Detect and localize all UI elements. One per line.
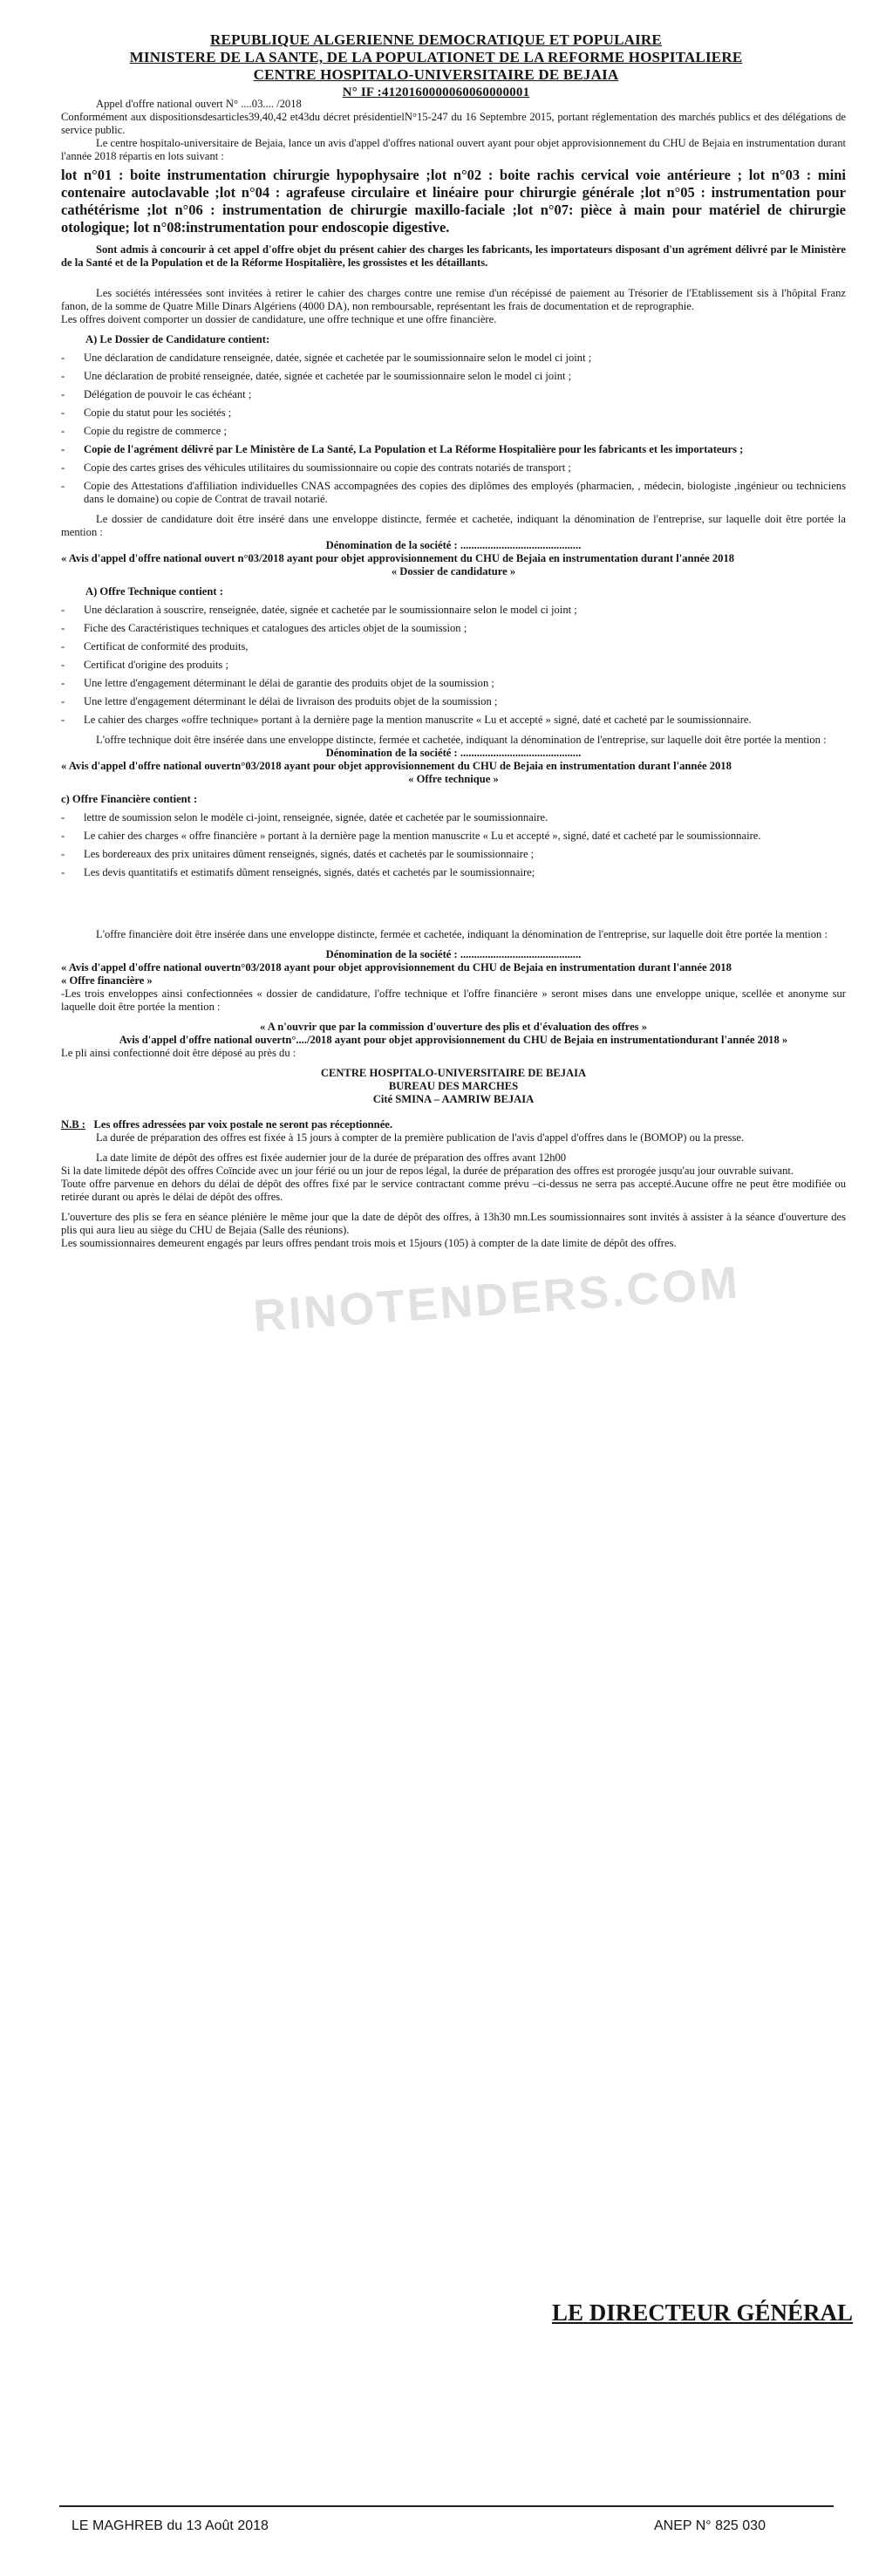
deposit-address [61, 1067, 846, 1106]
tender-object: Le centre hospitalo-universitaire de Bejaia, lance un avis d'appel d'offres national ouvert ayant pour objet approvisionnement du CHU de Bejaia en instrumentation durant l'année 2018 répartis en lots suivant : [61, 137, 846, 162]
list-item: - Les bordereaux des prix unitaires dûment renseignés, signés, datés et cachetés par le soumissionnaire ; [61, 848, 846, 861]
list-item: - Les devis quantitatifs et estimatifs dûment renseignés, signés, datés et cachetés par le soumissionnaire; [61, 866, 846, 879]
nb-late-offers: Toute offre parvenue en dehors du délai de dépôt des offres fixé par le service contractant comme prévu –ci-dessus ne serra pas accepté.Aucune offre ne peut être modifiée ou retirée durant ou après le délai de dépôt des offres. [61, 1178, 846, 1203]
list-item: - Une déclaration de candidature renseignée, datée, signée et cachetée par le soumissionnaire selon le model ci joint ; [61, 352, 846, 365]
address-line: Cité SMINA – AAMRIW BEJAIA [372, 1093, 535, 1105]
header-ministry: MINISTERE DE LA SANTE, DE LA POPULATIONET DE LA REFORME HOSPITALIERE [129, 49, 743, 65]
list-item: - Certificat de conformité des produits, [61, 640, 846, 653]
list-item: - Le cahier des charges «offre technique» portant à la dernière page la mention manuscrite « Lu et accepté » signé, daté et cacheté par le soumissionnaire. [61, 714, 846, 727]
company-name-line: Dénomination de la société : ............................................ [325, 948, 582, 960]
list-item: - Copie de l'agrément délivré par Le Ministère de La Santé, La Population et La Réforme Hospitalière pour les fabricants et les importateurs ; [61, 443, 846, 456]
technique-list [61, 604, 846, 727]
section-financiere-title: c) Offre Financière contient : [61, 793, 198, 805]
technique-envelope: L'offre technique doit être insérée dans une enveloppe distincte, fermée et cachetée, indiquant la dénomination de l'entreprise, sur laquelle doit être portée la mention : [96, 734, 827, 746]
list-item: - Certificat d'origine des produits ; [61, 659, 846, 672]
nb-postal: Les offres adressées par voix postale ne seront pas réceptionnée. [93, 1118, 393, 1131]
footer-publication: LE MAGHREB du 13 Août 2018 [72, 2518, 269, 2533]
candidature-list [61, 352, 846, 506]
financiere-avis: « Avis d'appel d'offre national ouvertn°03/2018 ayant pour objet approvisionnement du CHU de Bejaia en instrumentation durant l'année 2018 [61, 961, 732, 974]
single-envelope-text: -Les trois enveloppes ainsi confectionnées « dossier de candidature, l'offre technique et l'offre financière » seront mises dans une enveloppe unique, scellée et anonyme sur laquelle doit être portée la mention : [61, 987, 846, 1013]
eligibility: Sont admis à concourir à cet appel d'offre objet du présent cahier des charges les fabricants, les importateurs disposant d'un agrément délivré par le Ministère de la Santé et de la Population et de la Réforme Hospitalière, les grossistes et les détaillants. [61, 243, 846, 269]
list-item: - Copie du statut pour les sociétés ; [61, 407, 846, 420]
nb-duration: La durée de préparation des offres est fixée à 15 jours à compter de la première publication de l'avis d'appel d'offres dans le (BOMOP) ou la presse. [96, 1131, 745, 1144]
list-item: - Copie des Attestations d'affiliation individuelles CNAS accompagnées des copies des diplômes des employés (pharmacien, , médecin, biologiste ,ingénieur ou techniciens dans le domaine) ou copie de Contrat de travail notarié. [61, 480, 846, 506]
list-item: - Le cahier des charges « offre financière » portant à la dernière page la mention manuscrite « Lu et accepté », signé, daté et cacheté par le soumissionnaire. [61, 830, 846, 843]
nb-opening: L'ouverture des plis se fera en séance plénière le même jour que la date de dépôt des offres, à 13h30 mn.Les soumissionnaires sont invités à assister à la séance d'ouverture des plis qui aura lieu au siège du CHU de Bejaia (Salle des réunions). [61, 1211, 846, 1236]
company-name-line: Dénomination de la société : ............................................ [325, 747, 582, 759]
document-header [0, 31, 872, 101]
legal-basis: Conformément aux dispositionsdesarticles39,40,42 et43du décret présidentielN°15-247 du 16 Septembre 2015, portant réglementation des marchés publics et des délégations de service public. [61, 111, 846, 136]
tender-number: Appel d'offre national ouvert N° ....03.... /2018 [96, 98, 302, 110]
nb-validity: Les soumissionnaires demeurent engagés par leurs offres pendant trois mois et 15jours (105) à compter de la date limite de dépôt des offres. [61, 1237, 677, 1249]
section-technique-title: A) Offre Technique contient : [85, 585, 223, 598]
footer-anep: ANEP N° 825 030 [654, 2518, 766, 2533]
footer-rule [59, 2505, 834, 2507]
offer-composition: Les offres doivent comporter un dossier de candidature, une offre technique et une offre financière. [61, 313, 497, 325]
technique-avis: « Avis d'appel d'offre national ouvertn°03/2018 ayant pour objet approvisionnement du CHU de Bejaia en instrumentation durant l'année 2018 [61, 760, 732, 772]
lots-list: lot n°01 : boite instrumentation chirurgie hypophysaire ;lot n°02 : boite rachis cervical voie antérieure ; lot n°03 : mini contenaire autoclavable ;lot n°04 : agrafeuse circulaire et linéaire pour chirurgie générale ;lot n°05 : instrumentation pour cathétérisme ;lot n°06 : instrumentation de chirurgie maxillo-faciale ;lot n°07: pièce à main pour matériel de chirurgie otologique; lot n°08:instrumentation pour endoscopie digestive. [61, 167, 846, 236]
list-item: - Délégation de pouvoir le cas échéant ; [61, 388, 846, 401]
list-item: - Fiche des Caractéristiques techniques et catalogues des articles objet de la soumission ; [61, 622, 846, 635]
section-candidature-title: A) Le Dossier de Candidature contient: [85, 333, 270, 345]
technique-label: « Offre technique » [408, 773, 499, 785]
address-line: CENTRE HOSPITALO-UNIVERSITAIRE DE BEJAIA [320, 1067, 587, 1079]
candidature-label: « Dossier de candidature » [391, 565, 516, 577]
header-nif: N° IF :4120160000060060000001 [342, 85, 530, 99]
nb-label: N.B : [61, 1118, 85, 1131]
list-item: - Copie du registre de commerce ; [61, 425, 846, 438]
financiere-envelope: L'offre financière doit être insérée dans une enveloppe distincte, fermée et cachetée, indiquant la dénomination de l'entreprise, sur laquelle doit être portée la mention : [96, 928, 828, 940]
candidature-envelope: Le dossier de candidature doit être inséré dans une enveloppe distincte, fermée et cachetée, indiquant la dénomination de l'entreprise, sur laquelle doit être portée la mention : [61, 513, 846, 538]
list-item: - Une déclaration de probité renseignée, datée, signée et cachetée par le soumissionnaire selon le model ci joint ; [61, 370, 846, 383]
signature-title: LE DIRECTEUR GÉNÉRAL [552, 2299, 854, 2326]
list-item: - lettre de soumission selon le modèle ci-joint, renseignée, signée, datée et cachetée par le soumissionnaire. [61, 811, 846, 824]
document-body [61, 98, 846, 1250]
header-chu: CENTRE HOSPITALO-UNIVERSITAIRE DE BEJAIA [253, 66, 619, 83]
financiere-label: « Offre financière » [61, 974, 153, 987]
nota-bene [61, 1118, 846, 1250]
company-name-line: Dénomination de la société : ............................................ [325, 539, 582, 551]
deposit-instruction: Le pli ainsi confectionné doit être déposé au près du : [61, 1047, 296, 1059]
list-item: - Une lettre d'engagement déterminant le délai de livraison des produits objet de la soumission ; [61, 695, 846, 708]
list-item: - Une lettre d'engagement déterminant le délai de garantie des produits objet de la soumission ; [61, 677, 846, 690]
nb-deadline: La date limite de dépôt des offres est fixée audernier jour de la durée de préparation des offres avant 12h00 [96, 1151, 567, 1164]
candidature-avis: « Avis d'appel d'offre national ouvert n°03/2018 ayant pour objet approvisionnement du CHU de Bejaia en instrumentation durant l'année 2018 [61, 552, 735, 564]
envelope-mention: « A n'ouvrir que par la commission d'ouverture des plis et d'évaluation des offres » [259, 1021, 648, 1033]
list-item: - Copie des cartes grises des véhicules utilitaires du soumissionnaire ou copie des contrats notariés de transport ; [61, 461, 846, 475]
document-retrieval: Les sociétés intéressées sont invitées à retirer le cahier des charges contre une remise d'un récépissé de paiement au Trésorier de l'Etablissement sis à l'hôpital Franz fanon, de la somme de Quatre Mille Dinars Algériens (4000 DA), non remboursable, représentant les frais de documentation et de reprographie. [61, 287, 846, 312]
address-line: BUREAU DES MARCHES [388, 1080, 519, 1092]
watermark: RINOTENDERS.COM [251, 1257, 742, 1343]
list-item: - Une déclaration à souscrire, renseignée, datée, signée et cachetée par le soumissionnaire selon le model ci joint ; [61, 604, 846, 617]
financiere-list [61, 811, 846, 879]
header-republic: REPUBLIQUE ALGERIENNE DEMOCRATIQUE ET POPULAIRE [210, 31, 662, 48]
envelope-avis: Avis d'appel d'offre national ouvertn°..../2018 ayant pour objet approvisionnement du CHU de Bejaia en instrumentationdurant l'année 2018 » [119, 1034, 788, 1046]
nb-holiday: Si la date limitede dépôt des offres Coïncide avec un jour férié ou un jour de repos légal, la durée de préparation des offres est prorogée jusqu'au jour ouvrable suivant. [61, 1165, 794, 1177]
